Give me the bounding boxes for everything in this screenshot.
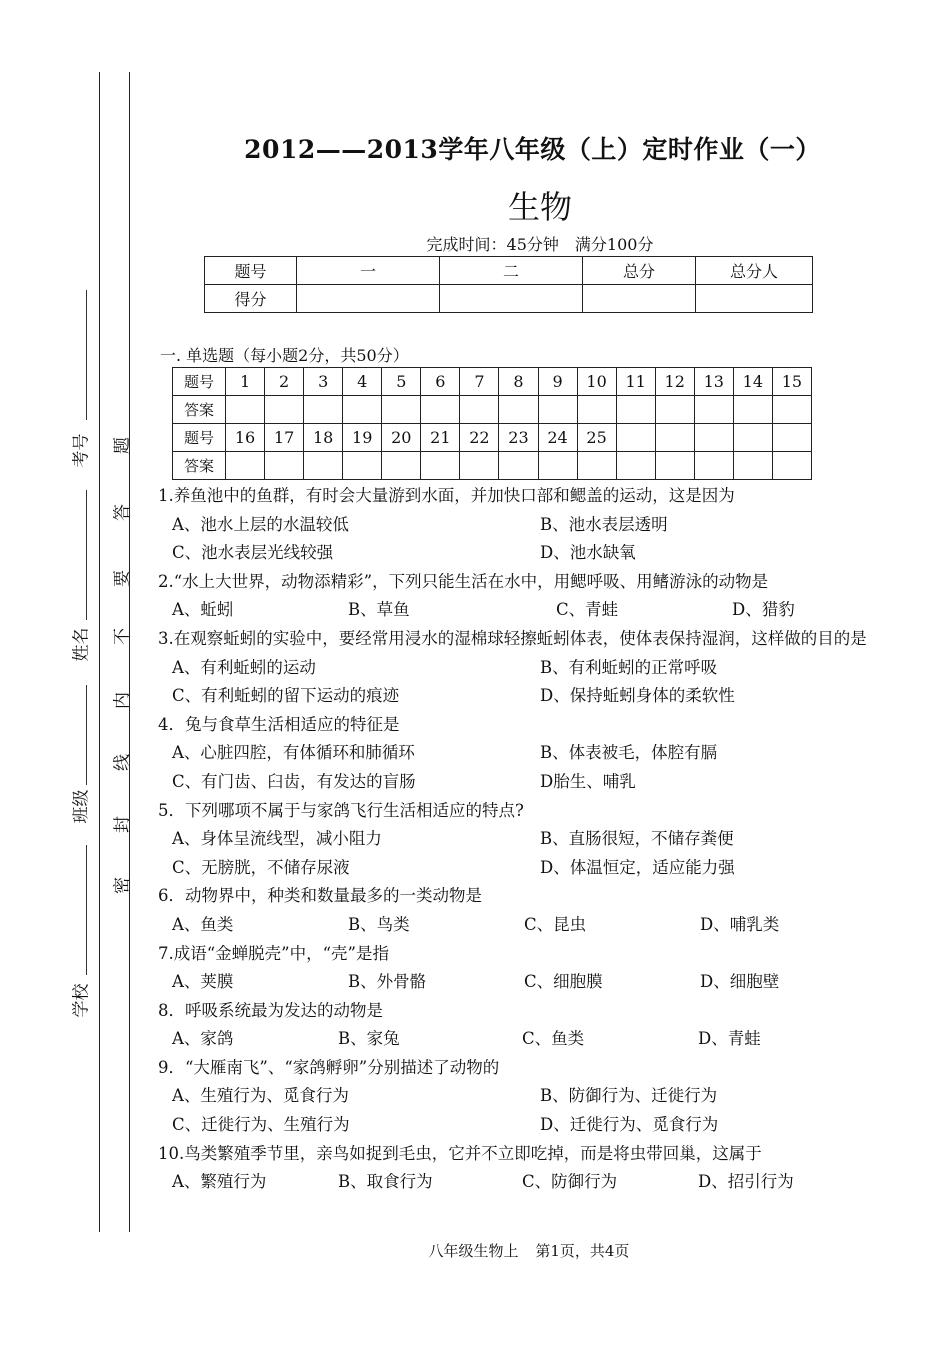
question-stem: 2.“水上大世界，动物添精彩”，下列只能生活在水中，用鳃呼吸、用鳍游泳的动物是 [158, 571, 769, 591]
option-row [158, 825, 928, 854]
answer-option[interactable]: A、生殖行为、觅食行为 [172, 1086, 349, 1106]
answer-option[interactable]: B、取食行为 [338, 1172, 433, 1192]
answer-option[interactable]: C、青蛙 [556, 600, 619, 620]
question-number-cell: 24 [538, 424, 577, 452]
answer-cell[interactable] [382, 396, 421, 424]
answer-row-label: 题号 [173, 368, 226, 396]
answer-cell[interactable] [226, 452, 265, 480]
footer-course: 八年级生物上 [428, 1242, 519, 1260]
answer-option[interactable]: C、细胞膜 [524, 972, 603, 992]
question-number-cell: 5 [382, 368, 421, 396]
question-number-cell: 22 [460, 424, 499, 452]
answer-option[interactable]: D、迁徙行为、觅食行为 [540, 1115, 719, 1135]
option-row [158, 511, 928, 540]
section-heading: 一. 单选题（每小题2分，共50分） [160, 346, 409, 365]
answer-cell[interactable] [421, 396, 460, 424]
answer-option[interactable]: A、心脏四腔，有体循环和肺循环 [172, 743, 415, 763]
answer-option[interactable]: D、青蛙 [698, 1029, 761, 1049]
question-number-cell [772, 424, 811, 452]
answer-option[interactable]: B、家兔 [338, 1029, 400, 1049]
question-stem: 7.成语“金蝉脱壳”中，“壳”是指 [158, 943, 389, 963]
seal-char: 线 [112, 754, 133, 771]
question-number-cell: 23 [499, 424, 538, 452]
question-number-cell: 10 [577, 368, 616, 396]
answer-cell[interactable] [421, 452, 460, 480]
answer-option[interactable]: A、繁殖行为 [172, 1172, 267, 1192]
question-number-cell: 3 [304, 368, 343, 396]
answer-table [172, 367, 812, 480]
question-number-cell: 21 [421, 424, 460, 452]
footer-page: 第1页，共4页 [535, 1242, 630, 1260]
answer-cell[interactable] [577, 452, 616, 480]
seal-char: 封 [112, 816, 133, 833]
score-header: 总分 [583, 257, 696, 285]
question-stem: 5．下列哪项不属于与家鸽飞行生活相适应的特点? [158, 800, 524, 820]
answer-cell[interactable] [577, 396, 616, 424]
question-number-cell: 2 [265, 368, 304, 396]
score-cell[interactable] [583, 285, 696, 313]
question-stem: 8．呼吸系统最为发达的动物是 [158, 1000, 383, 1020]
answer-row-label: 答案 [173, 452, 226, 480]
answer-option[interactable]: B、有利蚯蚓的正常呼吸 [540, 657, 718, 677]
answer-option[interactable]: A、荚膜 [172, 972, 234, 992]
question-number-cell: 17 [265, 424, 304, 452]
answer-cell[interactable] [499, 396, 538, 424]
answer-cell[interactable] [226, 396, 265, 424]
seal-char: 不 [112, 628, 133, 645]
option-row [158, 1168, 928, 1197]
question-stem: 9．“大雁南飞”、“家鸽孵卵”分别描述了动物的 [158, 1057, 500, 1077]
answer-cell[interactable] [733, 396, 772, 424]
score-header: 题号 [205, 257, 297, 285]
answer-option[interactable]: C、有利蚯蚓的留下运动的痕迹 [172, 686, 400, 706]
answer-option[interactable]: D、招引行为 [698, 1172, 794, 1192]
answer-cell[interactable] [655, 396, 694, 424]
answer-option[interactable]: A、鱼类 [172, 914, 234, 934]
answer-option[interactable]: A、家鸽 [172, 1029, 234, 1049]
school-line[interactable] [86, 845, 87, 975]
name-label: 姓名 [71, 627, 92, 662]
answer-option[interactable]: C、迁徙行为、生殖行为 [172, 1115, 350, 1135]
exam-number-label: 考号 [71, 433, 92, 468]
option-row [158, 854, 928, 883]
exam-number-line[interactable] [86, 290, 87, 420]
answer-option[interactable]: C、无膀胱，不储存尿液 [172, 857, 350, 877]
option-row [158, 1082, 928, 1111]
answer-option[interactable]: C、有门齿、臼齿，有发达的盲肠 [172, 771, 416, 791]
question-number-cell: 7 [460, 368, 499, 396]
answer-cell[interactable] [343, 396, 382, 424]
answer-option[interactable]: D、保持蚯蚓身体的柔软性 [540, 686, 735, 706]
answer-cell[interactable] [694, 396, 733, 424]
seal-char: 密 [112, 877, 133, 894]
answer-cell[interactable] [499, 452, 538, 480]
seal-char: 题 [112, 437, 133, 454]
answer-cell[interactable] [538, 396, 577, 424]
answer-cell[interactable] [265, 396, 304, 424]
option-row [158, 911, 928, 940]
question-number-cell: 18 [304, 424, 343, 452]
option-row [158, 596, 928, 625]
question-stem: 3.在观察蚯蚓的实验中，要经常用浸水的湿棉球轻擦蚯蚓体表，使体表保持湿润，这样做的目的是 [158, 628, 867, 648]
question-stem: 10.鸟类繁殖季节里，亲鸟如捉到毛虫，它并不立即吃掉，而是将虫带回巢，这属于 [158, 1143, 762, 1163]
answer-option[interactable]: D、池水缺氧 [540, 543, 636, 563]
answer-cell[interactable] [772, 396, 811, 424]
answer-option[interactable]: B、池水表层透明 [540, 514, 668, 534]
question-number-cell: 8 [499, 368, 538, 396]
score-header: 一 [297, 257, 440, 285]
answer-cell[interactable] [265, 452, 304, 480]
score-table [204, 256, 813, 313]
answer-option[interactable]: C、鱼类 [522, 1029, 585, 1049]
answer-option[interactable]: D胎生、哺乳 [540, 771, 636, 791]
question-number-cell [694, 424, 733, 452]
seal-char: 答 [112, 504, 133, 521]
answer-cell[interactable] [616, 396, 655, 424]
question-number-cell: 14 [733, 368, 772, 396]
question-number-cell: 9 [538, 368, 577, 396]
answer-cell[interactable] [655, 452, 694, 480]
option-row [158, 1025, 928, 1054]
answer-option[interactable]: C、防御行为 [522, 1172, 618, 1192]
answer-cell[interactable] [343, 452, 382, 480]
answer-option[interactable]: C、昆虫 [524, 914, 587, 934]
option-row [158, 682, 928, 711]
page-footer [0, 1240, 950, 1261]
answer-option[interactable]: D、哺乳类 [700, 914, 780, 934]
question-number-cell: 19 [343, 424, 382, 452]
answer-option[interactable]: B、防御行为、迁徙行为 [540, 1086, 718, 1106]
answer-cell[interactable] [304, 452, 343, 480]
answer-option[interactable]: C、池水表层光线较强 [172, 543, 334, 563]
question-number-cell: 16 [226, 424, 265, 452]
score-cell[interactable] [440, 285, 583, 313]
option-row [158, 768, 928, 797]
question-list [158, 482, 928, 1197]
answer-cell[interactable] [772, 452, 811, 480]
exam-title: 2012——2013学年八年级（上）定时作业（一） [244, 135, 821, 164]
question-number-cell: 11 [616, 368, 655, 396]
school-label: 学校 [71, 983, 92, 1018]
answer-option[interactable]: A、蚯蚓 [172, 600, 234, 620]
question-number-cell: 6 [421, 368, 460, 396]
answer-option[interactable]: A、有利蚯蚓的运动 [172, 657, 316, 677]
question-number-cell: 12 [655, 368, 694, 396]
answer-cell[interactable] [460, 396, 499, 424]
answer-option[interactable]: B、草鱼 [348, 600, 410, 620]
option-row [158, 539, 928, 568]
score-header: 二 [440, 257, 583, 285]
answer-cell[interactable] [382, 452, 421, 480]
question-number-cell: 25 [577, 424, 616, 452]
score-cell[interactable] [297, 285, 440, 313]
score-row-label: 得分 [205, 285, 297, 313]
answer-cell[interactable] [733, 452, 772, 480]
answer-option[interactable]: B、体表被毛，体腔有膈 [540, 743, 718, 763]
answer-cell[interactable] [694, 452, 733, 480]
class-line[interactable] [86, 685, 87, 785]
answer-row-label: 答案 [173, 396, 226, 424]
option-row [158, 968, 928, 997]
question-number-cell: 13 [694, 368, 733, 396]
question-number-cell [655, 424, 694, 452]
question-number-cell [616, 424, 655, 452]
class-label: 班级 [71, 789, 92, 824]
answer-option[interactable]: D、细胞壁 [700, 972, 780, 992]
question-number-cell: 15 [772, 368, 811, 396]
answer-option[interactable]: B、外骨骼 [348, 972, 427, 992]
subject-title: 生物 [507, 188, 572, 226]
question-number-cell: 20 [382, 424, 421, 452]
answer-option[interactable]: A、身体呈流线型，减小阻力 [172, 829, 382, 849]
option-row [158, 654, 928, 683]
time-info: 完成时间：45分钟 满分100分 [426, 235, 654, 254]
question-stem: 6．动物界中，种类和数量最多的一类动物是 [158, 886, 482, 906]
question-number-cell [733, 424, 772, 452]
seal-char: 要 [112, 570, 133, 587]
answer-row-label: 题号 [173, 424, 226, 452]
question-number-cell: 4 [343, 368, 382, 396]
seal-char: 内 [112, 692, 133, 709]
answer-option[interactable]: B、鸟类 [348, 914, 410, 934]
answer-cell[interactable] [538, 452, 577, 480]
question-stem: 4．兔与食草生活相适应的特征是 [158, 714, 400, 734]
answer-option[interactable]: B、直肠很短，不储存粪便 [540, 829, 734, 849]
answer-cell[interactable] [616, 452, 655, 480]
question-number-cell: 1 [226, 368, 265, 396]
answer-cell[interactable] [460, 452, 499, 480]
answer-option[interactable]: D、体温恒定，适应能力强 [540, 857, 735, 877]
question-stem: 1.养鱼池中的鱼群，有时会大量游到水面，并加快口部和鳃盖的运动，这是因为 [158, 486, 735, 505]
answer-option[interactable]: A、池水上层的水温较低 [172, 514, 349, 534]
option-row [158, 739, 928, 768]
score-header: 总分人 [696, 257, 813, 285]
score-cell[interactable] [696, 285, 813, 313]
option-row [158, 1111, 928, 1140]
answer-option[interactable]: D、猎豹 [732, 600, 795, 620]
name-line[interactable] [86, 490, 87, 620]
answer-cell[interactable] [304, 396, 343, 424]
